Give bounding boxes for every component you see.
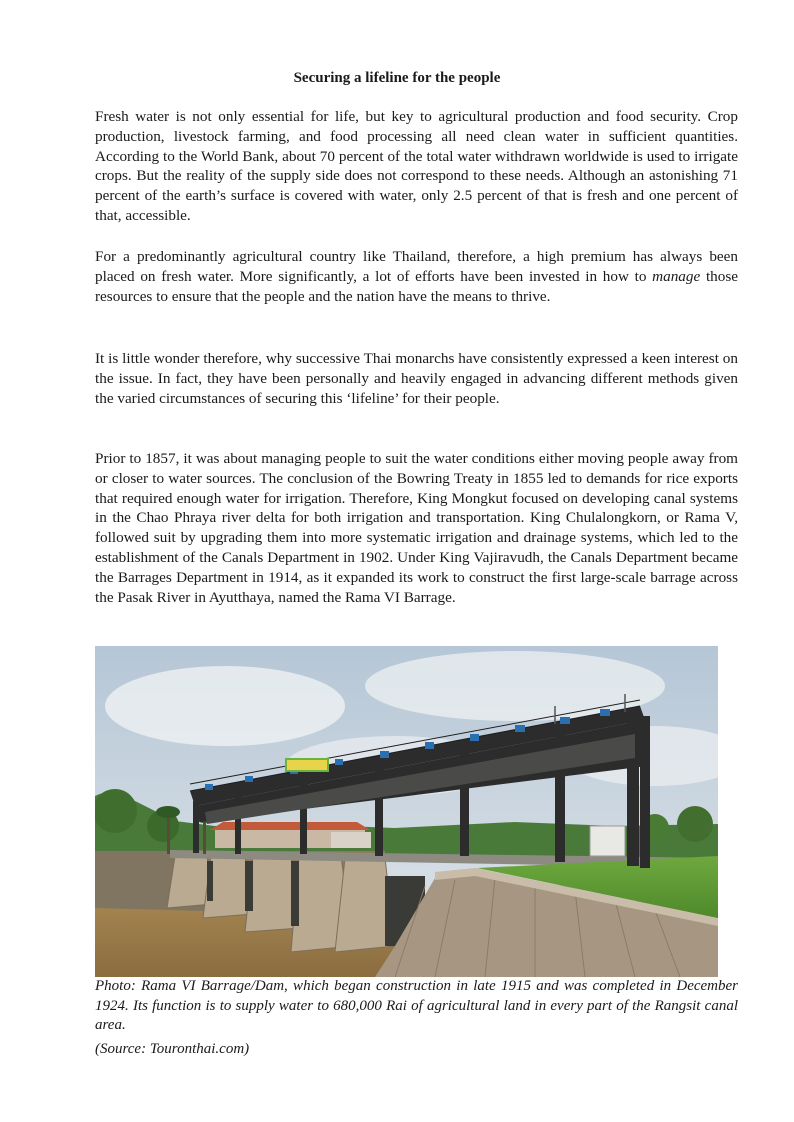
emphasis-manage: manage [652,267,701,285]
paragraph-thailand-text-start: For a predominantly agricultural country like Thailand, therefore, a high premium has always been placed on fresh water. More significantly, a lot of efforts have been invested in how to [95,248,738,285]
barrage-photo [95,646,718,977]
document-title: Securing a lifeline for the people [293,70,501,86]
photo-caption: Photo: Rama VI Barrage/Dam, which began construction in late 1915 and was completed in December 1924. Its function is to supply water to 680,000 Rai of agricultural land in every part of the Rangsit canal area. [95,978,738,1033]
paragraph-thailand [95,247,738,306]
paragraph-fresh-water: Fresh water is not only essential for life, but key to agricultural production and food security. Crop production, livestock farming, and food processing all need clean water in sufficient quantities. According to the World Bank, about 70 percent of the total water withdrawn worldwide is used to irrigate crops. But the reality of the supply side does not correspond to these needs. Although an astonishing 71 percent of the earth’s surface is covered with water, only 2.5 percent of that is fresh and one percent of that, accessible. [95,108,738,224]
paragraph-monarchs: It is little wonder therefore, why successive Thai monarchs have consistently expressed a keen interest on the issue. In fact, they have been personally and heavily engaged in advancing different methods given the varied circumstances of securing this ‘lifeline’ for their people. [95,350,738,407]
paragraph-thailand-text-end: those resources to ensure that the people and the nation have the means to thrive. [95,267,739,305]
paragraph-history: Prior to 1857, it was about managing people to suit the water conditions either moving people away from or closer to water sources. The conclusion of the Bowring Treaty in 1855 led to demands for rice exports that required enough water for irrigation. Therefore, King Mongkut focused on developing canal systems in the Chao Phraya river delta for both irrigation and transportation. King Chulalongkorn, or Rama V, followed suit by upgrading them into more systematic irrigation and drainage systems, which led to the establishment of the Canals Department in 1902. Under King Vajiravudh, the Canals Department became the Barrages Department in 1914, as it expanded its work to construct the first large-scale barrage across the Pasak River in Ayutthaya, named the Rama VI Barrage. [95,450,738,606]
photo-source: (Source: Touronthai.com) [95,1041,250,1057]
